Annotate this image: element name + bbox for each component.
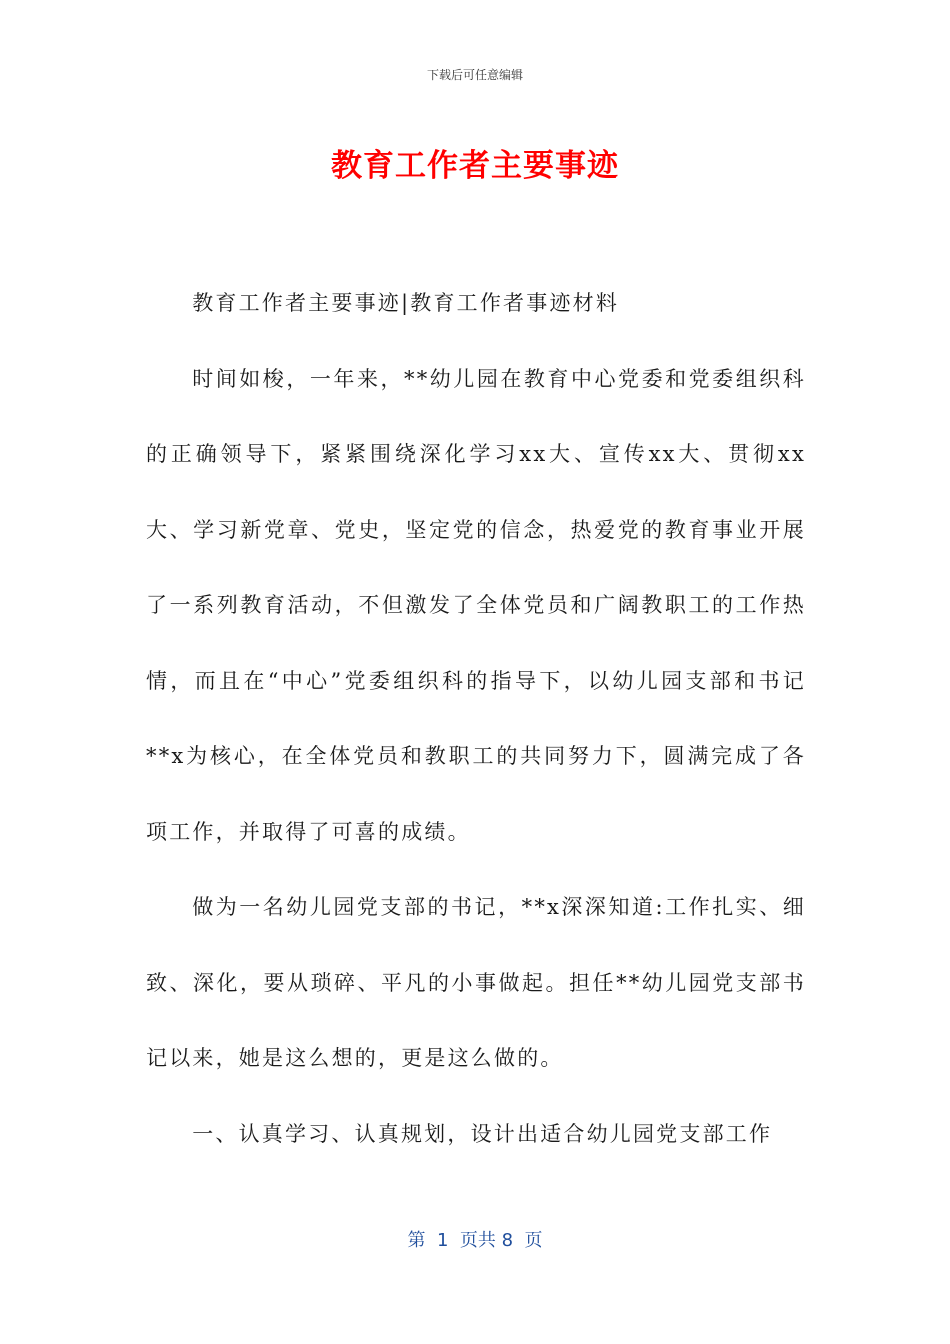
header-note: 下载后可任意编辑 [426,68,523,82]
page-number-footer: 第 1 页共 8 页 [407,1230,543,1251]
document-title: 教育工作者主要事迹 [331,148,619,184]
paragraph-intro: 时间如梭，一年来，**幼儿园在教育中心党委和党委组织科的正确领导下，紧紧围绕深化学习xx大、宣传xx大、贯彻xx大、学习新党章、党史，坚定党的信念，热爱党的教育事业开展了一系列教育活动，不但激发了全体党员和广阔教职工的工作热情，而且在“中心”党委组织科的指导下，以幼儿园支部和书记**x为核心，在全体党员和教职工的共同努力下，圆满完成了各项工作，并取得了可喜的成绩。 [146,366,806,844]
paragraph-subtitle: 教育工作者主要事迹|教育工作者事迹材料 [192,291,620,315]
paragraph-secretary: 做为一名幼儿园党支部的书记，**x深深知道:工作扎实、细致、深化，要从琐碎、平凡的小事做起。担任**幼儿园党支部书记以来，她是这么想的，更是这么做的。 [146,895,806,1070]
document-body [146,266,806,1172]
paragraph-section-one: 一、认真学习、认真规划，设计出适合幼儿园党支部工作 [192,1121,773,1146]
